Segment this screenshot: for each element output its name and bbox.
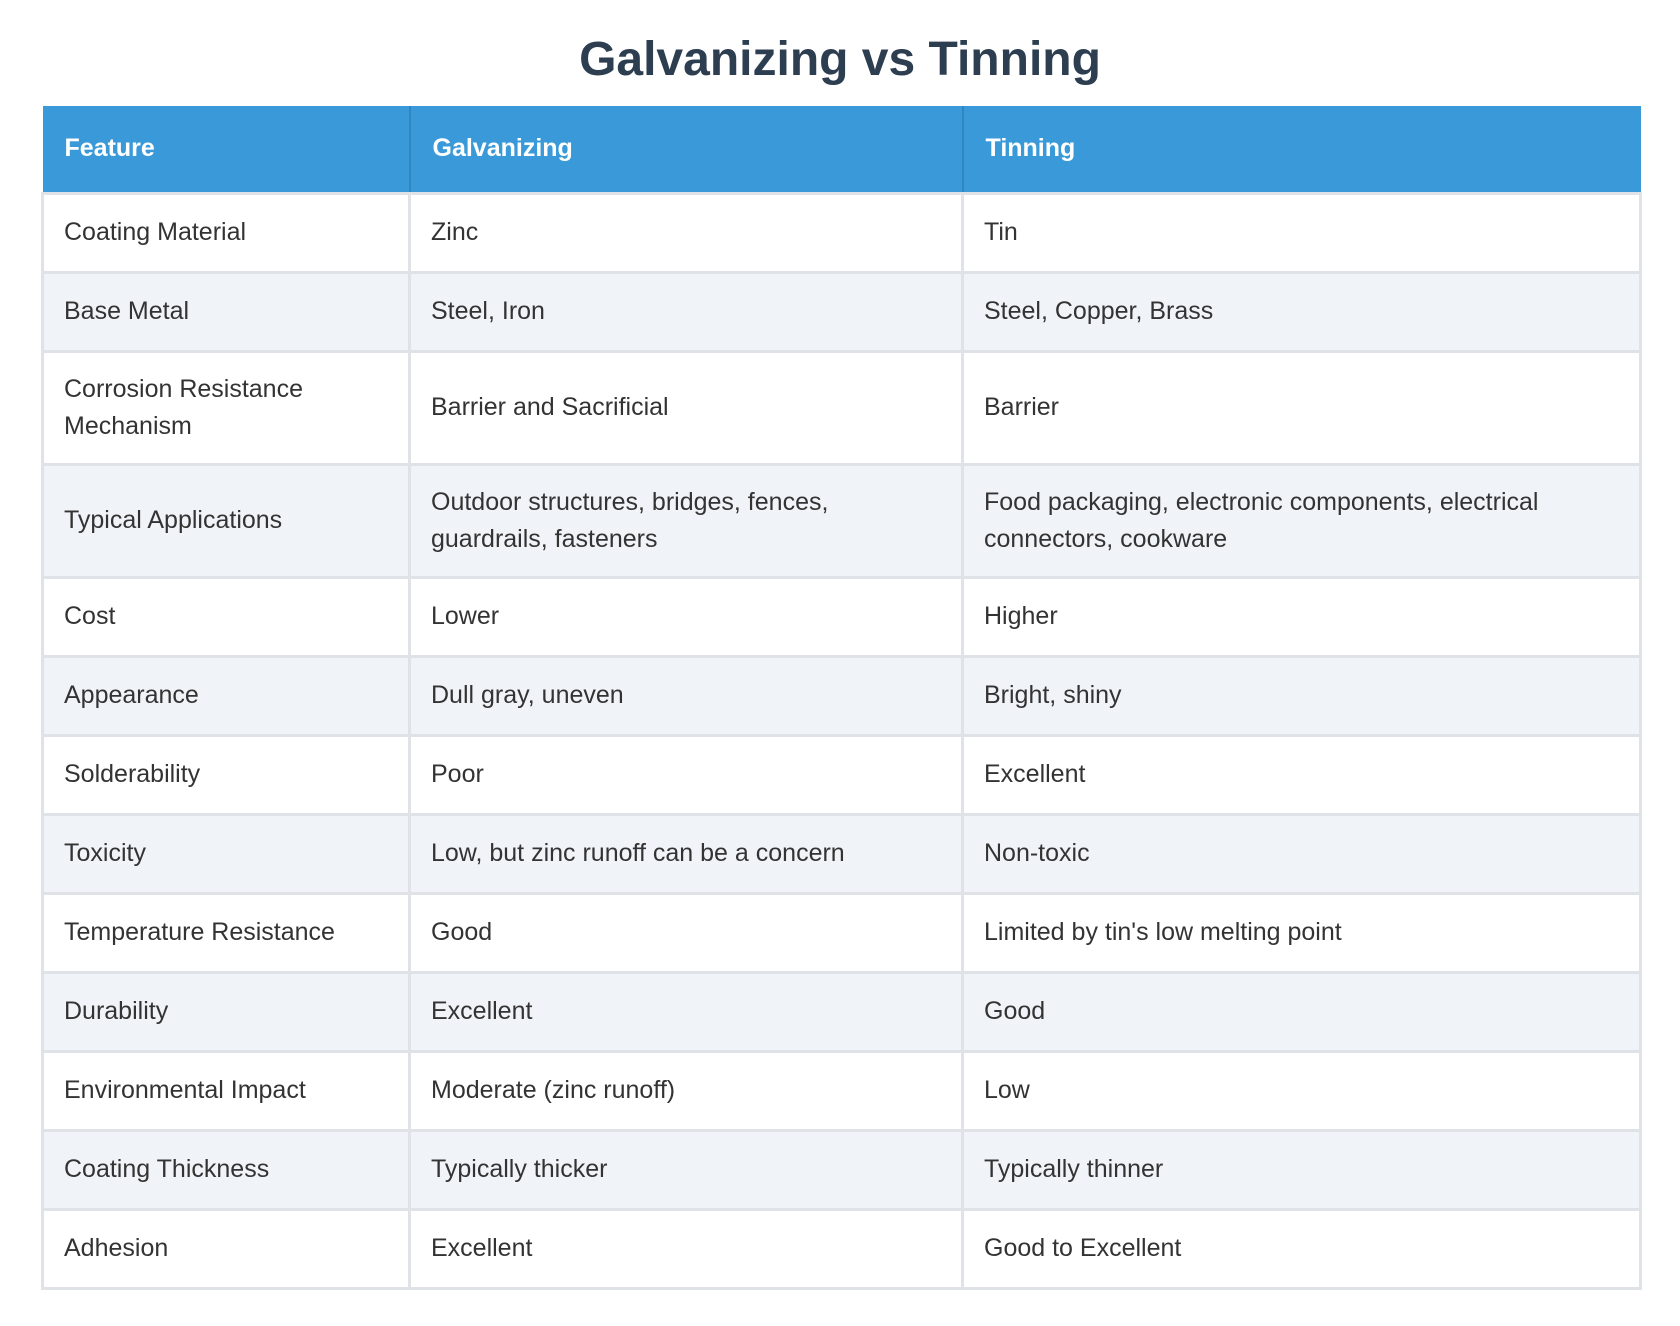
table-row — [43, 1130, 1641, 1209]
cell-galvanizing: Barrier and Sacrificial — [410, 351, 963, 464]
cell-galvanizing: Typically thicker — [410, 1130, 963, 1209]
cell-galvanizing: Lower — [410, 577, 963, 656]
cell-galvanizing: Good — [410, 893, 963, 972]
cell-feature: Cost — [43, 577, 410, 656]
cell-tinning: Good to Excellent — [963, 1209, 1641, 1288]
table-row — [43, 972, 1641, 1051]
table-row — [43, 735, 1641, 814]
comparison-table — [41, 106, 1642, 1290]
cell-galvanizing: Low, but zinc runoff can be a concern — [410, 814, 963, 893]
header-tinning: Tinning — [963, 106, 1641, 193]
cell-feature: Toxicity — [43, 814, 410, 893]
page-title: Galvanizing vs Tinning — [579, 33, 1101, 86]
cell-feature: Base Metal — [43, 272, 410, 351]
table-row — [43, 577, 1641, 656]
cell-feature: Temperature Resistance — [43, 893, 410, 972]
table-body — [43, 193, 1641, 1288]
table-row — [43, 1209, 1641, 1288]
cell-feature: Durability — [43, 972, 410, 1051]
cell-galvanizing: Dull gray, uneven — [410, 656, 963, 735]
cell-galvanizing: Poor — [410, 735, 963, 814]
cell-tinning: Excellent — [963, 735, 1641, 814]
header-feature: Feature — [43, 106, 410, 193]
header-row — [43, 106, 1641, 193]
table-row — [43, 351, 1641, 464]
cell-galvanizing: Excellent — [410, 972, 963, 1051]
cell-tinning: Barrier — [963, 351, 1641, 464]
comparison-table-container — [41, 106, 1639, 1290]
cell-galvanizing: Zinc — [410, 193, 963, 272]
cell-feature: Coating Material — [43, 193, 410, 272]
cell-tinning: Typically thinner — [963, 1130, 1641, 1209]
table-row — [43, 1051, 1641, 1130]
cell-feature: Typical Applications — [43, 464, 410, 577]
cell-tinning: Non-toxic — [963, 814, 1641, 893]
cell-feature: Solderability — [43, 735, 410, 814]
cell-galvanizing: Outdoor structures, bridges, fences, guardrails, fasteners — [410, 464, 963, 577]
table-row — [43, 193, 1641, 272]
table-row — [43, 464, 1641, 577]
cell-tinning: Limited by tin's low melting point — [963, 893, 1641, 972]
cell-tinning: Low — [963, 1051, 1641, 1130]
cell-tinning: Bright, shiny — [963, 656, 1641, 735]
cell-feature: Environmental Impact — [43, 1051, 410, 1130]
cell-tinning: Good — [963, 972, 1641, 1051]
cell-tinning: Higher — [963, 577, 1641, 656]
cell-galvanizing: Moderate (zinc runoff) — [410, 1051, 963, 1130]
header-galvanizing: Galvanizing — [410, 106, 963, 193]
table-row — [43, 656, 1641, 735]
cell-feature: Corrosion Resistance Mechanism — [43, 351, 410, 464]
cell-tinning: Tin — [963, 193, 1641, 272]
cell-galvanizing: Steel, Iron — [410, 272, 963, 351]
table-header — [43, 106, 1641, 193]
cell-feature: Coating Thickness — [43, 1130, 410, 1209]
table-row — [43, 893, 1641, 972]
table-row — [43, 272, 1641, 351]
cell-tinning: Food packaging, electronic components, electrical connectors, cookware — [963, 464, 1641, 577]
cell-feature: Adhesion — [43, 1209, 410, 1288]
cell-feature: Appearance — [43, 656, 410, 735]
cell-tinning: Steel, Copper, Brass — [963, 272, 1641, 351]
table-row — [43, 814, 1641, 893]
cell-galvanizing: Excellent — [410, 1209, 963, 1288]
